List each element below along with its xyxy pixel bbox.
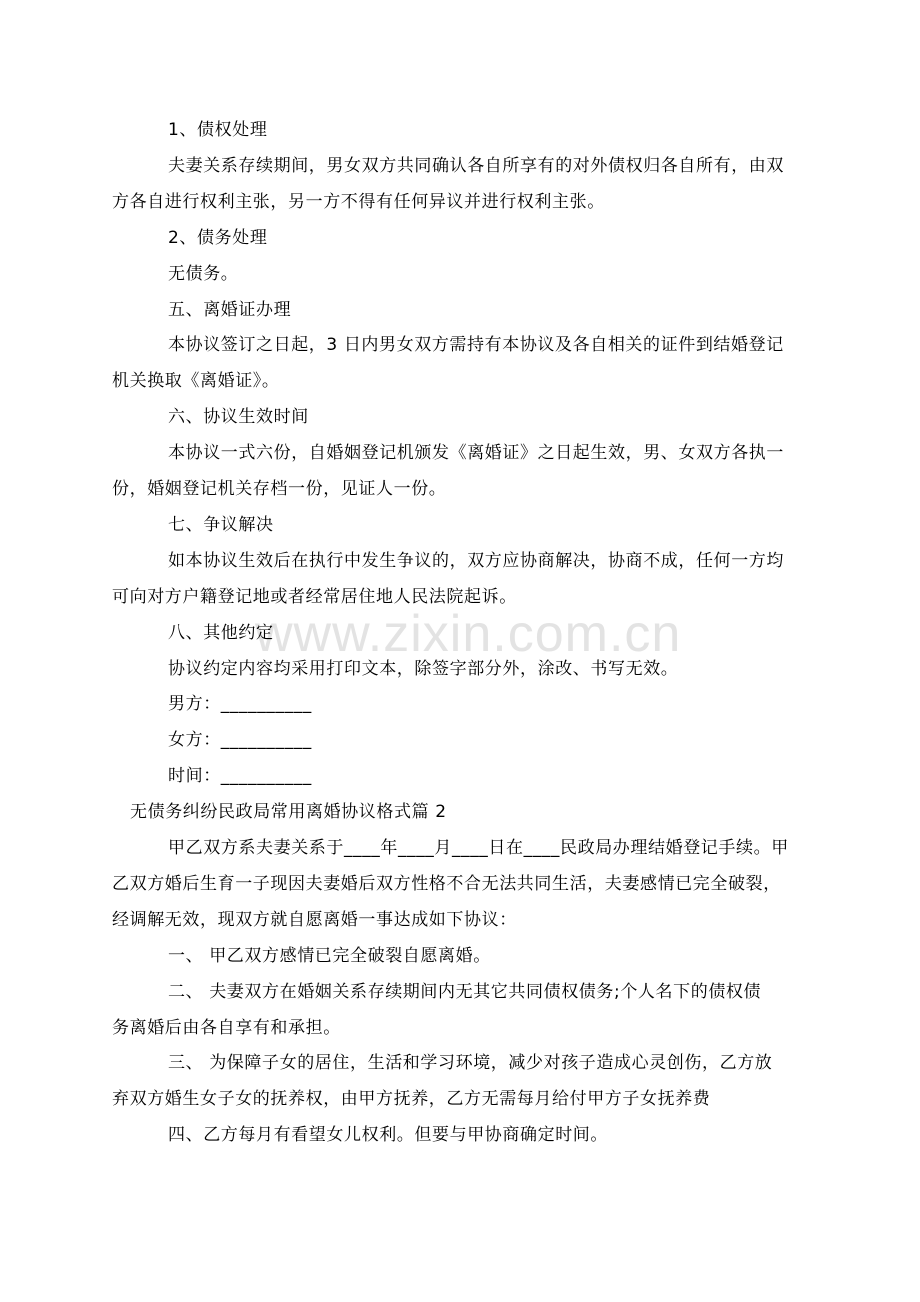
text-line: 经调解无效，现双方就自愿离婚一事达成如下协议： (112, 909, 517, 930)
text-line: 无债务。 (168, 263, 239, 284)
text-line: 七、争议解决 (168, 514, 274, 535)
text-line: 一、 甲乙双方感情已完全破裂自愿离婚。 (168, 945, 491, 966)
text-line: 弃双方婚生女子女的抚养权，由甲方抚养，乙方无需每月给付甲方子女抚养费 (112, 1089, 711, 1110)
text-line: 男方：__________ (168, 694, 312, 715)
text-line: 乙双方婚后生育一子现因夫妻婚后双方性格不合无法共同生活，夫妻感情已完全破裂， (112, 873, 781, 894)
text-line: 可向对方户籍登记地或者经常居住地人民法院起诉。 (112, 586, 517, 607)
text-line: 六、协议生效时间 (168, 407, 309, 428)
text-line: 本协议一式六份，自婚姻登记机颁发《离婚证》之日起生效，男、女双方各执一 (168, 443, 784, 464)
text-line: 本协议签订之日起，3 日内男女双方需持有本协议及各自相关的证件到结婚登记 (168, 335, 784, 356)
text-line: 如本协议生效后在执行中发生争议的，双方应协商解决，协商不成，任何一方均 (168, 550, 784, 571)
text-line: 协议约定内容均采用打印文本，除签字部分外，涂改、书写无效。 (168, 658, 679, 679)
text-line: 务离婚后由各自享有和承担。 (112, 1017, 341, 1038)
text-line: 女方：__________ (168, 730, 312, 751)
text-line: 甲乙双方系夫妻关系于____年____月____日在____民政局办理结婚登记手续。甲 (168, 838, 789, 858)
text-line: 四、乙方每月有看望女儿权利。但要与甲协商确定时间。 (168, 1125, 608, 1146)
text-line: 夫妻关系存续期间，男女双方共同确认各自所享有的对外债权归各自所有，由双 (168, 155, 784, 176)
text-line: 1、债权处理 (168, 120, 268, 140)
text-line: 机关换取《离婚证》。 (112, 371, 280, 392)
section-title: 无债务纠纷民政局常用离婚协议格式篇 2 (130, 802, 447, 823)
text-line: 2、债务处理 (168, 227, 268, 248)
text-line: 三、 为保障子女的居住，生活和学习环境，减少对孩子造成心灵创伤，乙方放 (168, 1053, 773, 1074)
text-line: 八、其他约定 (168, 622, 274, 643)
text-line: 五、离婚证办理 (168, 299, 292, 320)
text-line: 份，婚姻登记机关存档一份，见证人一份。 (112, 479, 447, 499)
text-line: 时间：__________ (168, 766, 312, 787)
watermark: www.zixin.com.cn (255, 605, 682, 663)
text-line: 二、 夫妻双方在婚姻关系存续期间内无其它共同债权债务;个人名下的债权债 (168, 981, 762, 1002)
text-line: 方各自进行权利主张，另一方不得有任何异议并进行权利主张。 (112, 191, 605, 212)
